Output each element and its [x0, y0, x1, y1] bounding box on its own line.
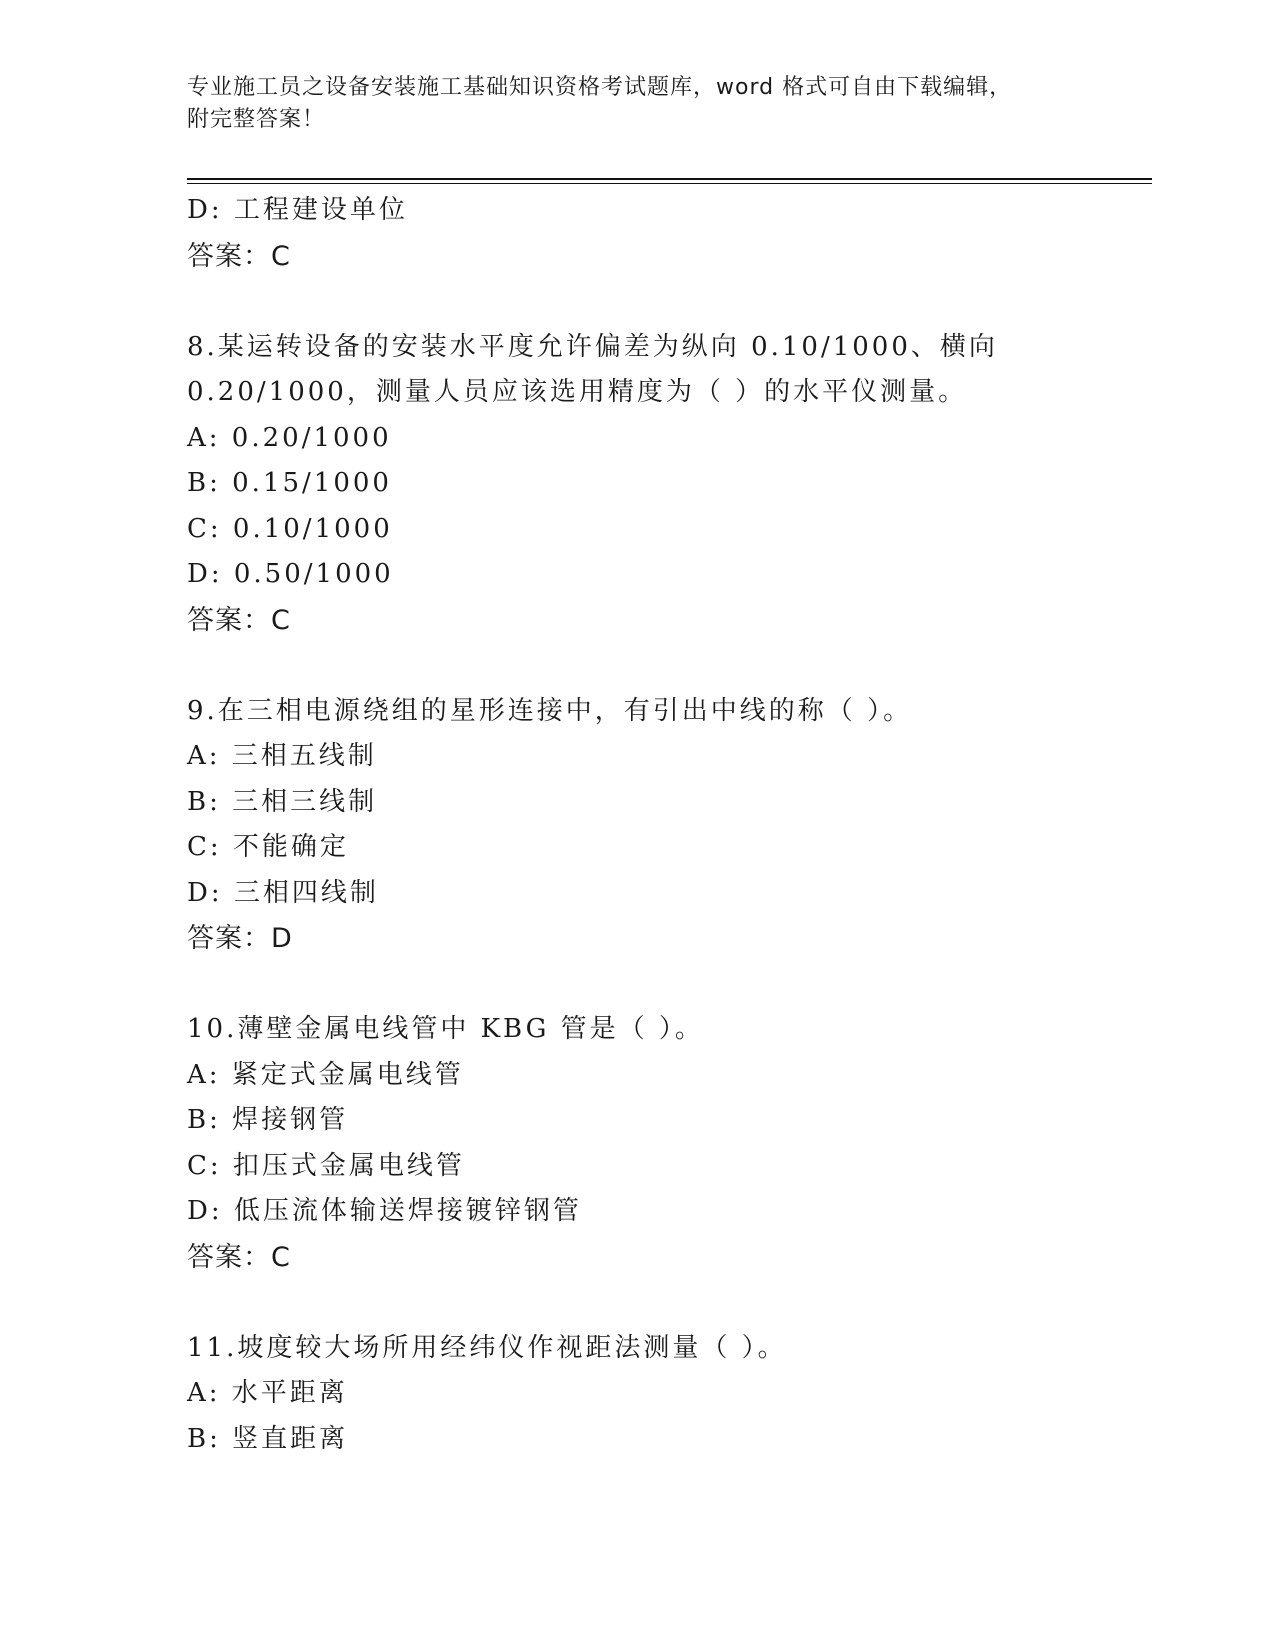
option-a: A: 0.20/1000 — [187, 422, 392, 453]
question-11 — [187, 1326, 1152, 1463]
header-line-1: 专业施工员之设备安装施工基础知识资格考试题库，word 格式可自由下载编辑， — [187, 75, 1013, 100]
option-b: B: 焊接钢管 — [187, 1105, 349, 1135]
spacer — [187, 1280, 1152, 1326]
answer: 答案：C — [187, 240, 291, 272]
spacer — [187, 279, 1152, 325]
question-stem: 11.坡度较大场所用经纬仪作视距法测量（ ）。 — [187, 1332, 787, 1363]
document-header — [187, 72, 1087, 136]
option-d: D: 三相四线制 — [187, 877, 379, 908]
question-stem: 8.某运转设备的安装水平度允许偏差为纵向 0.10/1000、横向 — [187, 331, 998, 362]
option-b: B: 竖直距离 — [187, 1423, 349, 1454]
option-a: A: 三相五线制 — [187, 741, 377, 771]
answer: 答案：C — [187, 1241, 291, 1273]
option-c: C: 扣压式金属电线管 — [187, 1150, 465, 1181]
option-d: D: 低压流体输送焊接镀锌钢管 — [187, 1196, 582, 1226]
option-a: A: 水平距离 — [187, 1378, 348, 1408]
option-d: D: 工程建设单位 — [187, 195, 408, 225]
option-c: C: 不能确定 — [187, 832, 349, 862]
answer: 答案：C — [187, 604, 291, 636]
question-9 — [187, 689, 1152, 962]
answer: 答案：D — [187, 923, 293, 954]
spacer — [187, 962, 1152, 1008]
question-stem: 10.薄壁金属电线管中 KBG 管是（ ）。 — [187, 1014, 704, 1044]
option-b: B: 三相三线制 — [187, 786, 378, 817]
question-8 — [187, 325, 1152, 644]
header-divider-thick — [187, 178, 1152, 180]
header-line-2: 附完整答案！ — [187, 107, 326, 132]
question-stem-continued: 0.20/1000，测量人员应该选用精度为（ ）的水平仪测量。 — [187, 377, 968, 407]
spacer — [187, 643, 1152, 689]
option-d: D: 0.50/1000 — [187, 559, 394, 589]
question-stem: 9.在三相电源绕组的星形连接中，有引出中线的称（ ）。 — [187, 695, 913, 726]
option-a: A: 紧定式金属电线管 — [187, 1059, 464, 1090]
option-b: B: 0.15/1000 — [187, 468, 392, 498]
option-c: C: 0.10/1000 — [187, 513, 393, 544]
question-10 — [187, 1007, 1152, 1280]
header-divider-thin — [187, 183, 1152, 184]
question-list — [187, 188, 1152, 1462]
